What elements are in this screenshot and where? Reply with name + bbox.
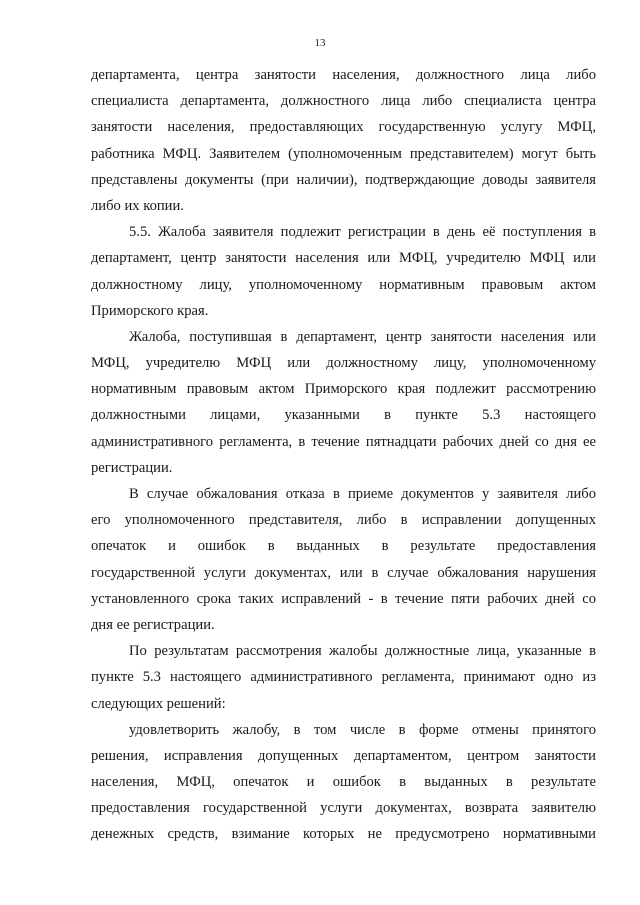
text-line: нормативным правовым актом Приморского края подлежит рассмотрению xyxy=(91,381,596,398)
text-line: решения, исправления допущенных департаментом, центром занятости xyxy=(91,747,596,764)
text-line: дня ее регистрации. xyxy=(91,616,215,633)
paragraph xyxy=(91,219,596,324)
text-line: работника МФЦ. Заявителем (уполномоченным представителем) могут быть xyxy=(91,145,596,162)
text-line: Жалоба, поступившая в департамент, центр занятости населения или xyxy=(129,328,596,345)
page-number: 13 xyxy=(314,37,326,49)
text-line: занятости населения, предоставляющих государственную услугу МФЦ, xyxy=(91,119,596,136)
text-line: специалиста департамента, должностного лица либо специалиста центра xyxy=(91,93,596,110)
text-line: МФЦ, учредителю МФЦ или должностному лицу, уполномоченному xyxy=(91,355,596,372)
text-line: либо их копии. xyxy=(91,197,184,214)
text-line: пункте 5.3 настоящего административного регламента, принимают одно из xyxy=(91,669,596,686)
paragraph xyxy=(91,481,596,638)
text-line: департамента, центра занятости населения, должностного лица либо xyxy=(91,67,596,83)
text-line: должностными лицами, указанными в пункте 5.3 настоящего xyxy=(91,407,596,424)
text-line: 5.5. Жалоба заявителя подлежит регистрации в день её поступления в xyxy=(129,224,596,241)
text-line: Приморского края. xyxy=(91,302,209,319)
text-line: его уполномоченного представителя, либо в исправлении допущенных xyxy=(91,512,596,529)
text-line: По результатам рассмотрения жалобы должностные лица, указанные в xyxy=(129,643,596,660)
text-line: административного регламента, в течение пятнадцати рабочих дней со дня ее xyxy=(91,433,596,450)
text-line: предоставления государственной услуги документах, возврата заявителю xyxy=(91,800,596,817)
text-line: В случае обжалования отказа в приеме документов у заявителя либо xyxy=(129,486,596,502)
paragraph xyxy=(91,62,596,219)
text-line: представлены документы (при наличии), подтверждающие доводы заявителя xyxy=(91,171,596,188)
text-line: опечаток и ошибок в выданных в результате предоставления xyxy=(91,538,596,555)
paragraph xyxy=(91,638,596,717)
paragraph xyxy=(91,324,596,481)
text-line: регистрации. xyxy=(91,459,173,476)
text-line: удовлетворить жалобу, в том числе в форме отмены принятого xyxy=(129,721,596,738)
document-body xyxy=(91,62,596,848)
text-line: департамент, центр занятости населения или МФЦ, учредителю МФЦ или xyxy=(91,250,596,267)
text-line: населения, МФЦ, опечаток и ошибок в выданных в результате xyxy=(91,774,596,791)
text-line: должностному лицу, уполномоченному нормативным правовым актом xyxy=(91,276,596,293)
paragraph xyxy=(91,717,596,848)
text-line: установленного срока таких исправлений - в течение пяти рабочих дней со xyxy=(91,590,596,607)
text-line: следующих решений: xyxy=(91,695,226,712)
text-line: денежных средств, взимание которых не предусмотрено нормативными xyxy=(91,826,596,843)
text-line: государственной услуги документах, или в случае обжалования нарушения xyxy=(91,564,596,581)
